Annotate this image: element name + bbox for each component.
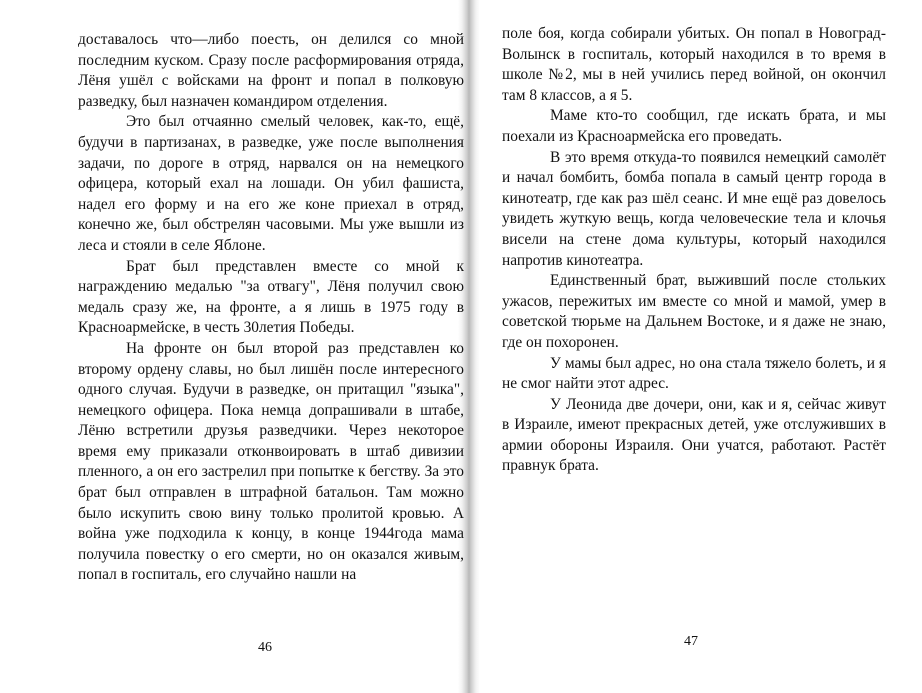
paragraph: У мамы был адрес, но она стала тяжело болеть, и я не смог найти этот адрес. [502,354,886,393]
left-page-text [78,30,464,586]
page-number-left: 46 [258,640,272,655]
paragraph: В это время откуда-то появился немецкий самолёт и начал бомбить, бомба попала в самый центр города в кинотеатр, где как раз шёл сеанс. И мне ещё раз довелось увидеть жуткую вещь, когда человеческие тела и клочья висели на стене дома культуры, который находился напротив кинотеатра. [502,148,886,269]
right-page-text [502,24,886,477]
paragraph: Единственный брат, выживший после стольких ужасов, пережитых им вместе со мной и мамой, умер в советской тюрьме на Дальнем Востоке, и я даже не знаю, где он похоронен. [502,272,886,351]
paragraph: На фронте он был второй раз представлен ко второму ордену славы, но был лишён после интересного одного случая. Будучи в разведке, он притащил "языка", немецкого офицера. Пока немца допрашивали в штабе, Лёню встретили друзья разведчики. Через некоторое время ему приказали отконвоировать в штаб дивизии пленного, а он его застрелил при попытке к бегству. За это брат был отправлен в штрафной батальон. Там можно было искупить свою вину только пролитой кровью. А война уже подходила к концу, в конце 1944года мама получила повестку о его смерти, но он оказался живым, попал в госпиталь, его случайно нашли на [78,339,464,584]
page-number-right: 47 [684,634,698,649]
paragraph: доставалось что—либо поесть, он делился со мной последним куском. Сразу после расформирования отряда, Лёня ушёл с войсками на фронт и попал в полковую разведку, был назначен командиром отделения. [78,31,464,110]
paragraph: У Леонида две дочери, они, как и я, сейчас живут в Израиле, имеют прекрасных детей, уже отслуживших в армии обороны Израиля. Они учатся, работают. Растёт правнук брата. [502,395,886,475]
paragraph: Маме кто-то сообщил, где искать брата, и мы поехали из Красноармейска его проведать. [502,107,886,145]
paragraph: Брат был представлен вместе со мной к награждению медалью "за отвагу", Лёня получил свою медаль сразу же, на фронте, а я лишь в 1975 году в Красноармейске, в честь 30летия Победы. [78,257,464,337]
paragraph: Это был отчаянно смелый человек, как-то, ещё, будучи в партизанах, в разведке, уже после выполнения задачи, по дороге в отряд, нарвался он на немецкого офицера, который ехал на лошади. Он убил фашиста, надел его форму и на его же коне приехал в отряд, конечно же, был обстрелян часовыми. Мы уже вышли из леса и стояли в селе Яблоне. [78,113,464,254]
paragraph: поле боя, когда собирали убитых. Он попал в Новоград-Волынск в госпиталь, который находился в то время в школе №2, мы в ней учились перед войной, он окончил там 8 классов, а я 5. [502,25,886,104]
